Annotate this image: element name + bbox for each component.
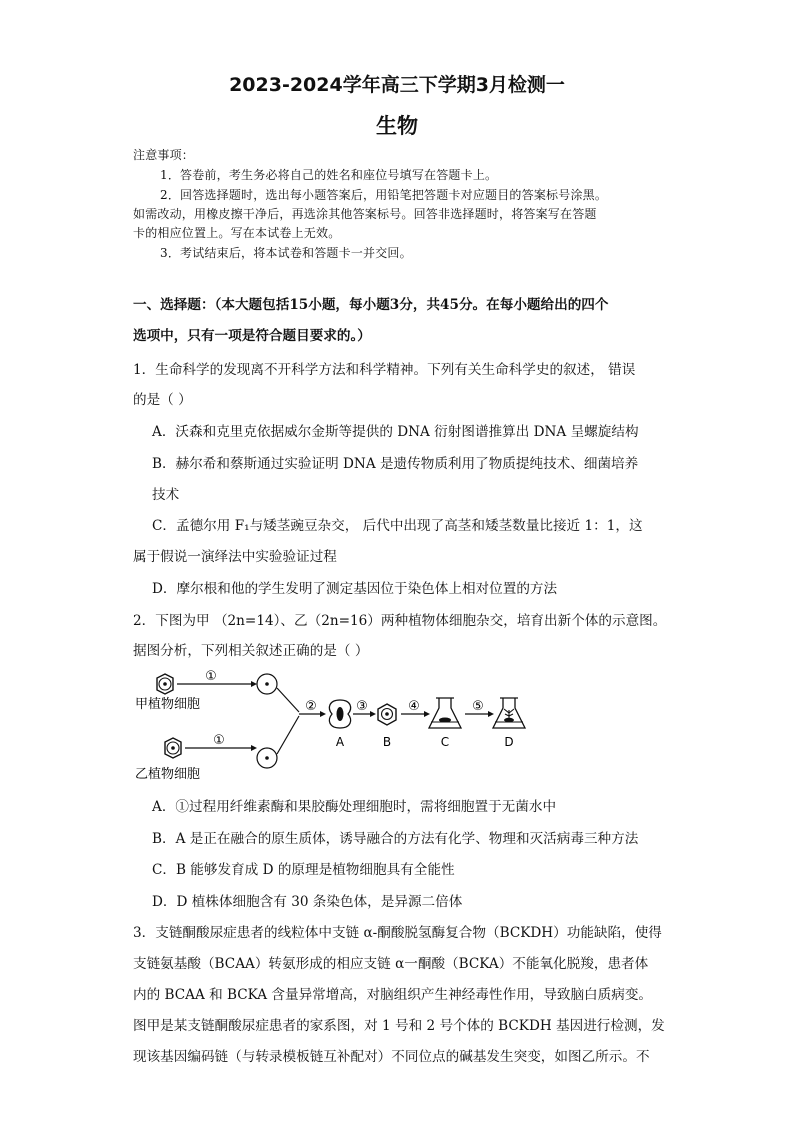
- q2-option-d: D．D 植株体细胞含有 30 条染色体，是异源二倍体: [152, 894, 463, 910]
- step-1-top-label: ①: [205, 669, 217, 684]
- notice-item-2a: 2．回答选择题时，选出每小题答案后，用铅笔把答题卡对应题目的答案标号涂黑。: [160, 188, 608, 202]
- q1-option-a: A．沃森和克里克依据威尔金斯等提供的 DNA 衍射图谱推算出 DNA 呈螺旋结构: [152, 424, 639, 440]
- q1-option-d: D．摩尔根和他的学生发明了测定基因位于染色体上相对位置的方法: [152, 581, 558, 597]
- section-heading-line2: 选项中，只有一项是符合题目要求的。）: [133, 328, 371, 344]
- hybrid-cell-icon: [378, 704, 396, 725]
- label-B: B: [382, 735, 392, 749]
- step-1-bottom-label: ①: [213, 733, 225, 748]
- exam-title: 2023-2024学年高三下学期3月检测一: [229, 74, 565, 96]
- q3-line-2: 支链氨基酸（BCAA）转氨形成的相应支链 α一酮酸（BCKA）不能氧化脱羧，患者体: [133, 956, 649, 972]
- q3-line-1: 3．支链酮酸尿症患者的线粒体中支链 α-酮酸脱氢酶复合物（BCKDH）功能缺陷，使得: [133, 925, 662, 941]
- q2-stem-line1: 2．下图为甲 （2n=14）、乙（2n=16）两种植物体细胞杂交，培育出新个体的示意图。: [133, 613, 667, 629]
- notice-item-3: 3．考试结束后，将本试卷和答题卡一并交回。: [160, 246, 412, 260]
- label-A: A: [335, 735, 345, 749]
- label-C: C: [440, 735, 450, 749]
- q1-option-b-line2: 技术: [152, 487, 180, 503]
- jia-cell-icon: [157, 674, 173, 694]
- cell-fusion-diagram: [133, 664, 553, 784]
- jia-protoplast-icon: [257, 674, 277, 694]
- notice-item-2c: 卡的相应位置上。写在本试卷上无效。: [133, 226, 341, 240]
- q2-option-c: C．B 能够发育成 D 的原理是植物细胞具有全能性: [152, 862, 455, 878]
- subject-title: 生物: [376, 114, 418, 138]
- q3-line-5: 现该基因编码链（与转录模板链互补配对）不同位点的碱基发生突变，如图乙所示。不: [133, 1049, 650, 1065]
- q3-line-4: 图甲是某支链酮酸尿症患者的家系图，对 1 号和 2 号个体的 BCKDH 基因进行检测，发: [133, 1018, 665, 1034]
- step-4-label: ④: [408, 699, 420, 714]
- yi-cell-label: 乙植物细胞: [135, 767, 201, 782]
- step-2-label: ②: [305, 699, 317, 714]
- q1-stem-line2: 的是（ ）: [133, 392, 192, 408]
- yi-protoplast-icon: [257, 748, 277, 768]
- notice-item-1: 1．答卷前，考生务必将自己的姓名和座位号填写在答题卡上。: [160, 168, 498, 182]
- flask-callus-icon: [429, 698, 461, 728]
- q2-option-b: B．A 是正在融合的原生质体，诱导融合的方法有化学、物理和灭活病毒三种方法: [152, 831, 639, 847]
- notice-item-2b: 如需改动，用橡皮擦干净后，再选涂其他答案标号。回答非选择题时，将答案写在答题: [133, 207, 597, 221]
- jia-cell-label: 甲植物细胞: [135, 697, 201, 712]
- q2-option-a: A．①过程用纤维素酶和果胶酶处理细胞时，需将细胞置于无菌水中: [152, 799, 557, 815]
- q1-option-c-line1: C．孟德尔用 F₁与矮茎豌豆杂交， 后代中出现了高茎和矮茎数量比接近 1：1，这: [152, 518, 643, 534]
- q3-line-3: 内的 BCAA 和 BCKA 含量异常增高，对脑组织产生神经毒性作用，导致脑白质病变。: [133, 987, 653, 1003]
- fusing-protoplast-icon: [329, 700, 350, 728]
- flask-plantlet-icon: [493, 698, 525, 728]
- section-heading-line1: 一、选择题：（本大题包括15小题，每小题3分，共45分。在每小题给出的四个: [133, 297, 609, 313]
- q1-option-b-line1: B．赫尔希和蔡斯通过实验证明 DNA 是遗传物质利用了物质提纯技术、细菌培养: [152, 456, 639, 472]
- q1-stem-line1: 1．生命科学的发现离不开科学方法和科学精神。下列有关生命科学史的叙述， 错误: [133, 362, 636, 378]
- step-5-label: ⑤: [472, 699, 484, 714]
- label-D: D: [504, 735, 514, 749]
- notice-heading: 注意事项：: [133, 148, 195, 162]
- q1-option-c-line2: 属于假说一演绎法中实验验证过程: [133, 549, 337, 565]
- q2-stem-line2: 据图分析，下列相关叙述正确的是（ ）: [133, 643, 369, 659]
- yi-cell-icon: [165, 738, 181, 758]
- step-3-label: ③: [356, 699, 368, 714]
